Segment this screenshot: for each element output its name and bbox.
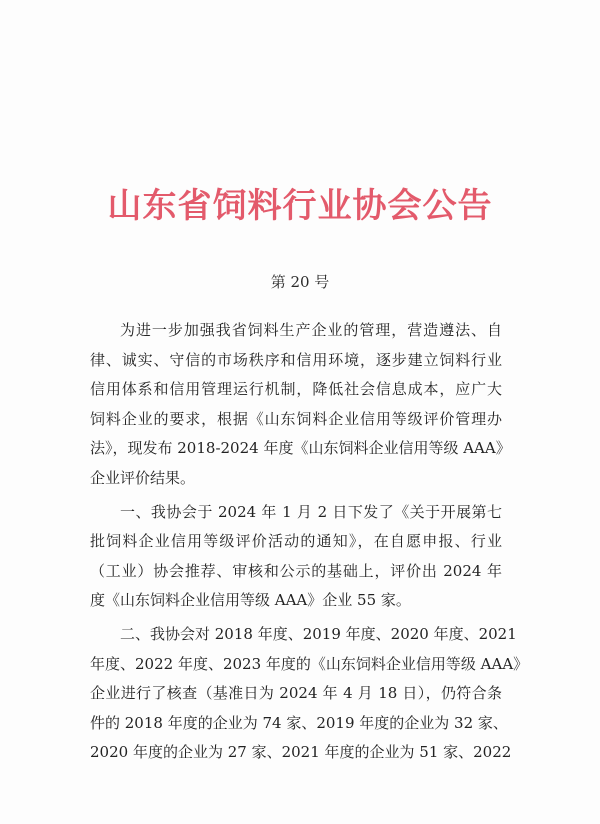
text-line: 2020 年度的企业为 27 家、2021 年度的企业为 51 家、2022 [90, 743, 512, 762]
text-line: 件的 2018 年度的企业为 74 家、2019 年度的企业为 32 家、 [90, 713, 508, 732]
text-line: 一、我协会于 2024 年 1 月 2 日下发了《关于开展第七 [120, 502, 502, 521]
text-line: 饲料企业的要求，根据《山东饲料企业信用等级评价管理办 [90, 409, 502, 428]
document-body [90, 316, 529, 768]
paragraph-2 [90, 498, 502, 616]
document-title: 山东省饲料行业协会公告 [107, 186, 493, 226]
text-line: （工业）协会推荐、审核和公示的基础上，评价出 2024 年 [90, 561, 502, 580]
text-line: 信用体系和信用管理运行机制，降低社会信息成本，应广大 [90, 380, 502, 399]
text-line: 律、诚实、守信的市场秩序和信用环境，逐步建立饲料行业 [90, 350, 502, 369]
text-line: 为进一步加强我省饲料生产企业的管理，营造遵法、自 [120, 321, 502, 339]
text-line: 二、我协会对 2018 年度、2019 年度、2020 年度、2021 [120, 624, 517, 643]
text-line: 企业评价结果。 [90, 468, 196, 487]
paragraph-1 [90, 316, 511, 494]
text-line: 度《山东饲料企业信用等级 AAA》企业 55 家。 [90, 591, 411, 610]
text-line: 企业进行了核查（基准日为 2024 年 4 月 18 日），仍符合条 [90, 684, 502, 703]
text-line: 年度、2022 年度、2023 年度的《山东饲料企业信用等级 AAA》 [90, 654, 529, 673]
text-line: 批饲料企业信用等级评价活动的通知》，在自愿申报、行业 [90, 532, 502, 551]
paragraph-3 [90, 620, 529, 768]
document-number: 第 20 号 [270, 273, 330, 291]
text-line: 法》，现发布 2018-2024 年度《山东饲料企业信用等级 AAA》 [90, 439, 511, 458]
